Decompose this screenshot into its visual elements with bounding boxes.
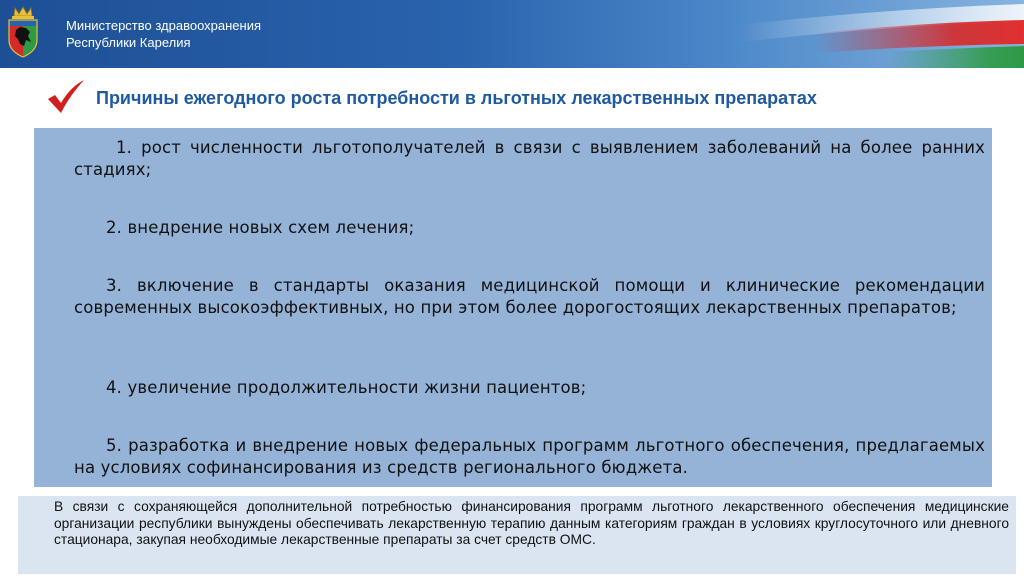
- header-bar: [0, 0, 1024, 68]
- ministry-line-2: Республики Карелия: [66, 35, 191, 50]
- reason-item-4: 4. увеличение продолжительности жизни пациентов;: [106, 378, 587, 397]
- reasons-panel: [34, 128, 992, 487]
- reason-item-5: 5. разработка и внедрение новых федеральных программ льготного обеспечения, предлагаемых на условиях софинансирования из средств регионального бюджета.: [74, 436, 985, 477]
- ministry-line-1: Министерство здравоохранения: [66, 18, 261, 33]
- reason-item-2: 2. внедрение новых схем лечения;: [106, 218, 415, 237]
- red-checkmark-icon: [46, 79, 86, 115]
- reason-item-1: 1. рост численности льготополучателей в связи с выявлением заболеваний на более ранних стадиях;: [74, 138, 985, 179]
- ministry-name: [66, 17, 261, 51]
- note-text: В связи с сохраняющейся дополнительной потребностью финансирования программ льготного лекарственного обеспечения медицинские организации республики вынуждены обеспечивать лекарственную терапию данным категориям граждан в условиях круглосуточного или дневного стационара, закупая необходимые лекарственные препараты за счет средств ОМС.: [54, 499, 1009, 547]
- reason-item-3: 3. включение в стандарты оказания медицинской помощи и клинические рекомендации современных высокоэффективных, но при этом более дорогостоящих лекарственных препаратов;: [74, 276, 985, 317]
- karelia-coat-of-arms-icon: [6, 6, 40, 58]
- note-panel: [18, 496, 1016, 574]
- slide-title: Причины ежегодного роста потребности в льготных лекарственных препаратах: [96, 88, 817, 108]
